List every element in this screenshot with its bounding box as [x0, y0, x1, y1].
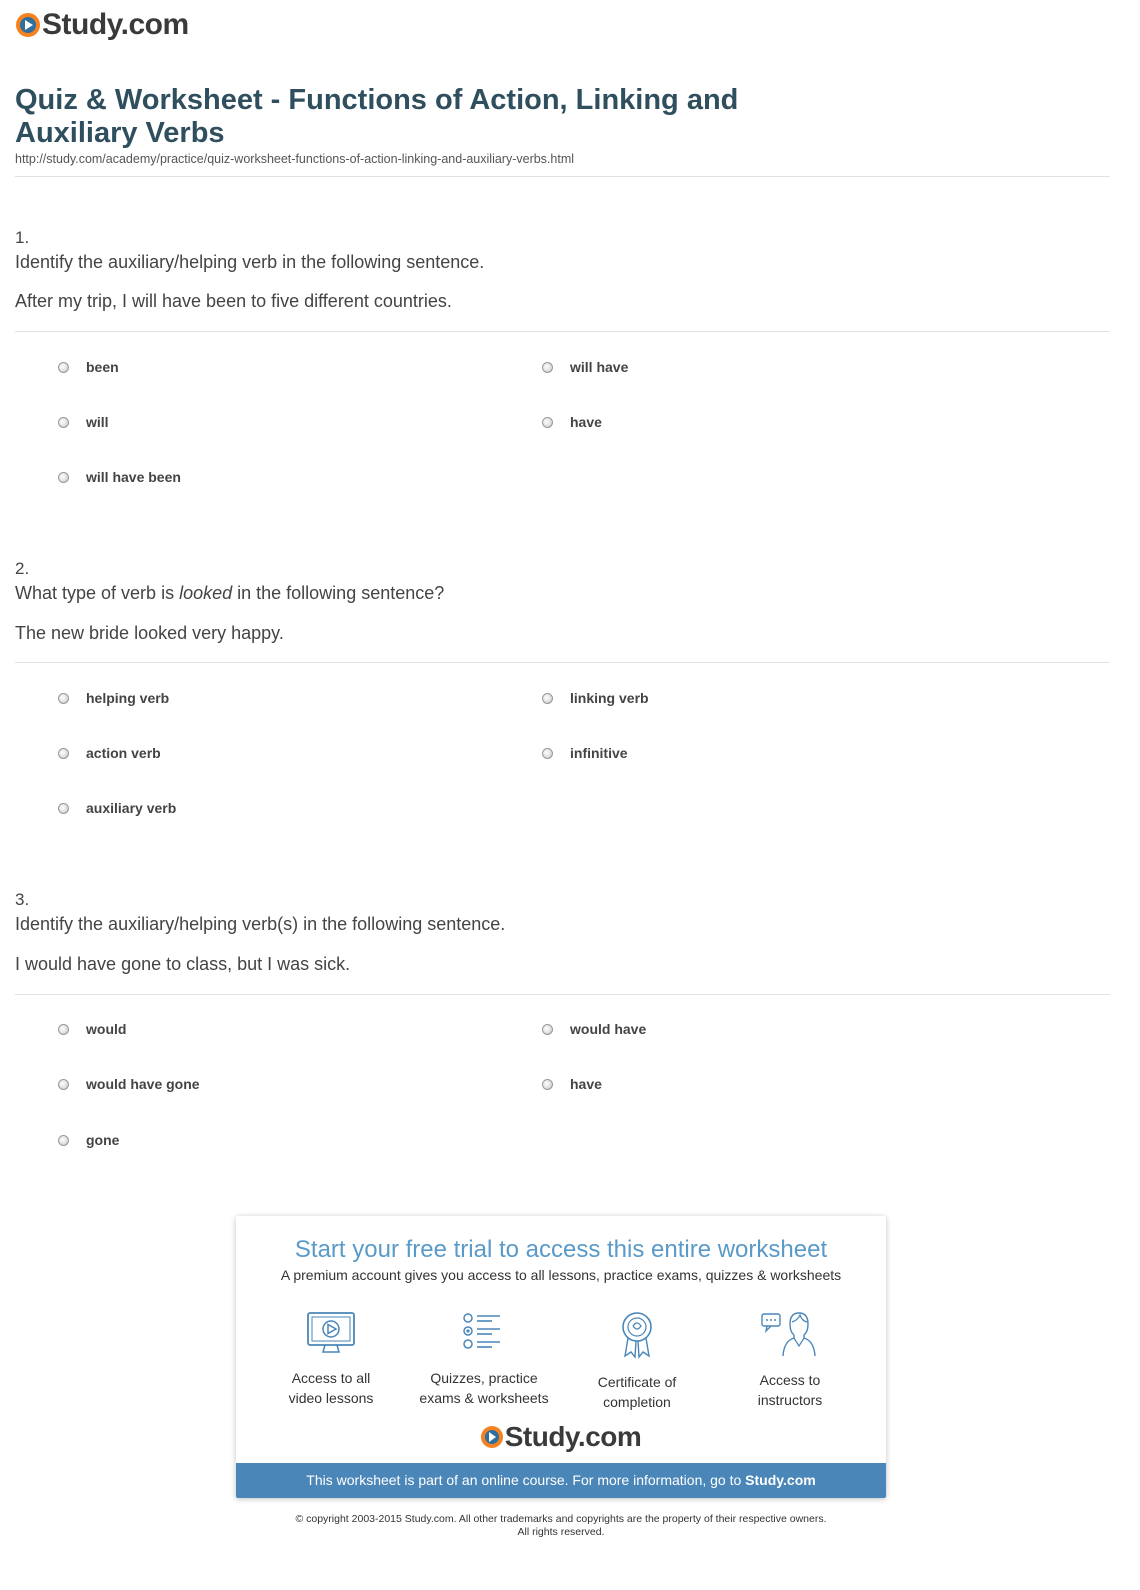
promo-title[interactable]: Start your free trial to access this entire worksheet: [294, 1236, 828, 1263]
page-url: http://study.com/academy/practice/quiz-worksheet-functions-of-action-linking-and-auxiliary-verbs.html: [15, 152, 575, 166]
copyright: © copyright 2003-2015 Study.com. All other trademarks and copyrights are the property of their respective owners. All rights reserved.: [295, 1513, 827, 1538]
answer-option[interactable]: will have: [542, 357, 628, 377]
radio-button[interactable]: [58, 693, 69, 704]
radio-button[interactable]: [58, 1024, 69, 1035]
question-sentence: I would have gone to class, but I was sick.: [15, 954, 351, 974]
question-prompt: Identify the auxiliary/helping verb(s) in the following sentence.: [15, 914, 506, 934]
radio-button[interactable]: [58, 472, 69, 483]
answer-option[interactable]: would: [58, 1019, 126, 1039]
question-number: 1.: [15, 228, 30, 247]
promo-subtitle: A premium account gives you access to all lessons, practice exams, quizzes & worksheets: [280, 1267, 842, 1283]
quiz-list-icon: [458, 1310, 510, 1356]
play-logo-icon: [16, 13, 40, 37]
certificate-icon: [611, 1310, 663, 1360]
free-trial-promo: [236, 1216, 886, 1498]
answer-option[interactable]: will have been: [58, 467, 181, 487]
radio-button[interactable]: [58, 1135, 69, 1146]
question-prompt: Identify the auxiliary/helping verb in the following sentence.: [15, 252, 485, 272]
page-title: Quiz & Worksheet - Functions of Action, Linking and Auxiliary Verbs: [15, 84, 739, 149]
answer-option[interactable]: would have gone: [58, 1074, 200, 1094]
question-prompt: What type of verb is looked in the following sentence?: [15, 583, 445, 603]
study-logo[interactable]: [16, 10, 189, 40]
feature-certificate: Certificate of completion: [562, 1310, 712, 1412]
divider: [15, 994, 1110, 995]
radio-button[interactable]: [58, 748, 69, 759]
divider: [15, 331, 1110, 332]
divider: [15, 662, 1110, 663]
radio-button[interactable]: [58, 1079, 69, 1090]
radio-button[interactable]: [542, 417, 553, 428]
question-sentence: The new bride looked very happy.: [15, 623, 284, 643]
course-info-banner: This worksheet is part of an online course. For more information, go to Study.com: [236, 1463, 886, 1498]
radio-button[interactable]: [542, 1024, 553, 1035]
answer-option[interactable]: helping verb: [58, 688, 169, 708]
emphasized-word: looked: [179, 583, 233, 603]
question-number: 3.: [15, 890, 30, 909]
feature-instructors: Access to instructors: [715, 1310, 865, 1410]
radio-button[interactable]: [542, 1079, 553, 1090]
answer-option[interactable]: action verb: [58, 743, 161, 763]
answer-option[interactable]: auxiliary verb: [58, 798, 176, 818]
radio-button[interactable]: [542, 748, 553, 759]
divider: [15, 176, 1110, 177]
answer-option[interactable]: infinitive: [542, 743, 628, 763]
answer-option[interactable]: have: [542, 1074, 602, 1094]
instructor-icon: [760, 1310, 820, 1358]
play-logo-icon: [481, 1426, 503, 1448]
radio-button[interactable]: [58, 362, 69, 373]
feature-quizzes: Quizzes, practice exams & worksheets: [409, 1310, 559, 1408]
radio-button[interactable]: [542, 693, 553, 704]
question-number: 2.: [15, 559, 30, 578]
radio-button[interactable]: [58, 803, 69, 814]
radio-button[interactable]: [58, 417, 69, 428]
logo-text: Study.com: [42, 8, 189, 41]
answer-option[interactable]: been: [58, 357, 119, 377]
answer-option[interactable]: gone: [58, 1130, 119, 1150]
study-link[interactable]: Study.com: [745, 1472, 816, 1488]
answer-option[interactable]: will: [58, 412, 109, 432]
radio-button[interactable]: [542, 362, 553, 373]
promo-study-logo[interactable]: Study.com: [236, 1422, 886, 1452]
video-lesson-icon: [305, 1310, 357, 1356]
feature-video-lessons: Access to all video lessons: [256, 1310, 406, 1408]
answer-option[interactable]: linking verb: [542, 688, 649, 708]
answer-option[interactable]: have: [542, 412, 602, 432]
question-sentence: After my trip, I will have been to five different countries.: [15, 291, 452, 311]
answer-option[interactable]: would have: [542, 1019, 646, 1039]
